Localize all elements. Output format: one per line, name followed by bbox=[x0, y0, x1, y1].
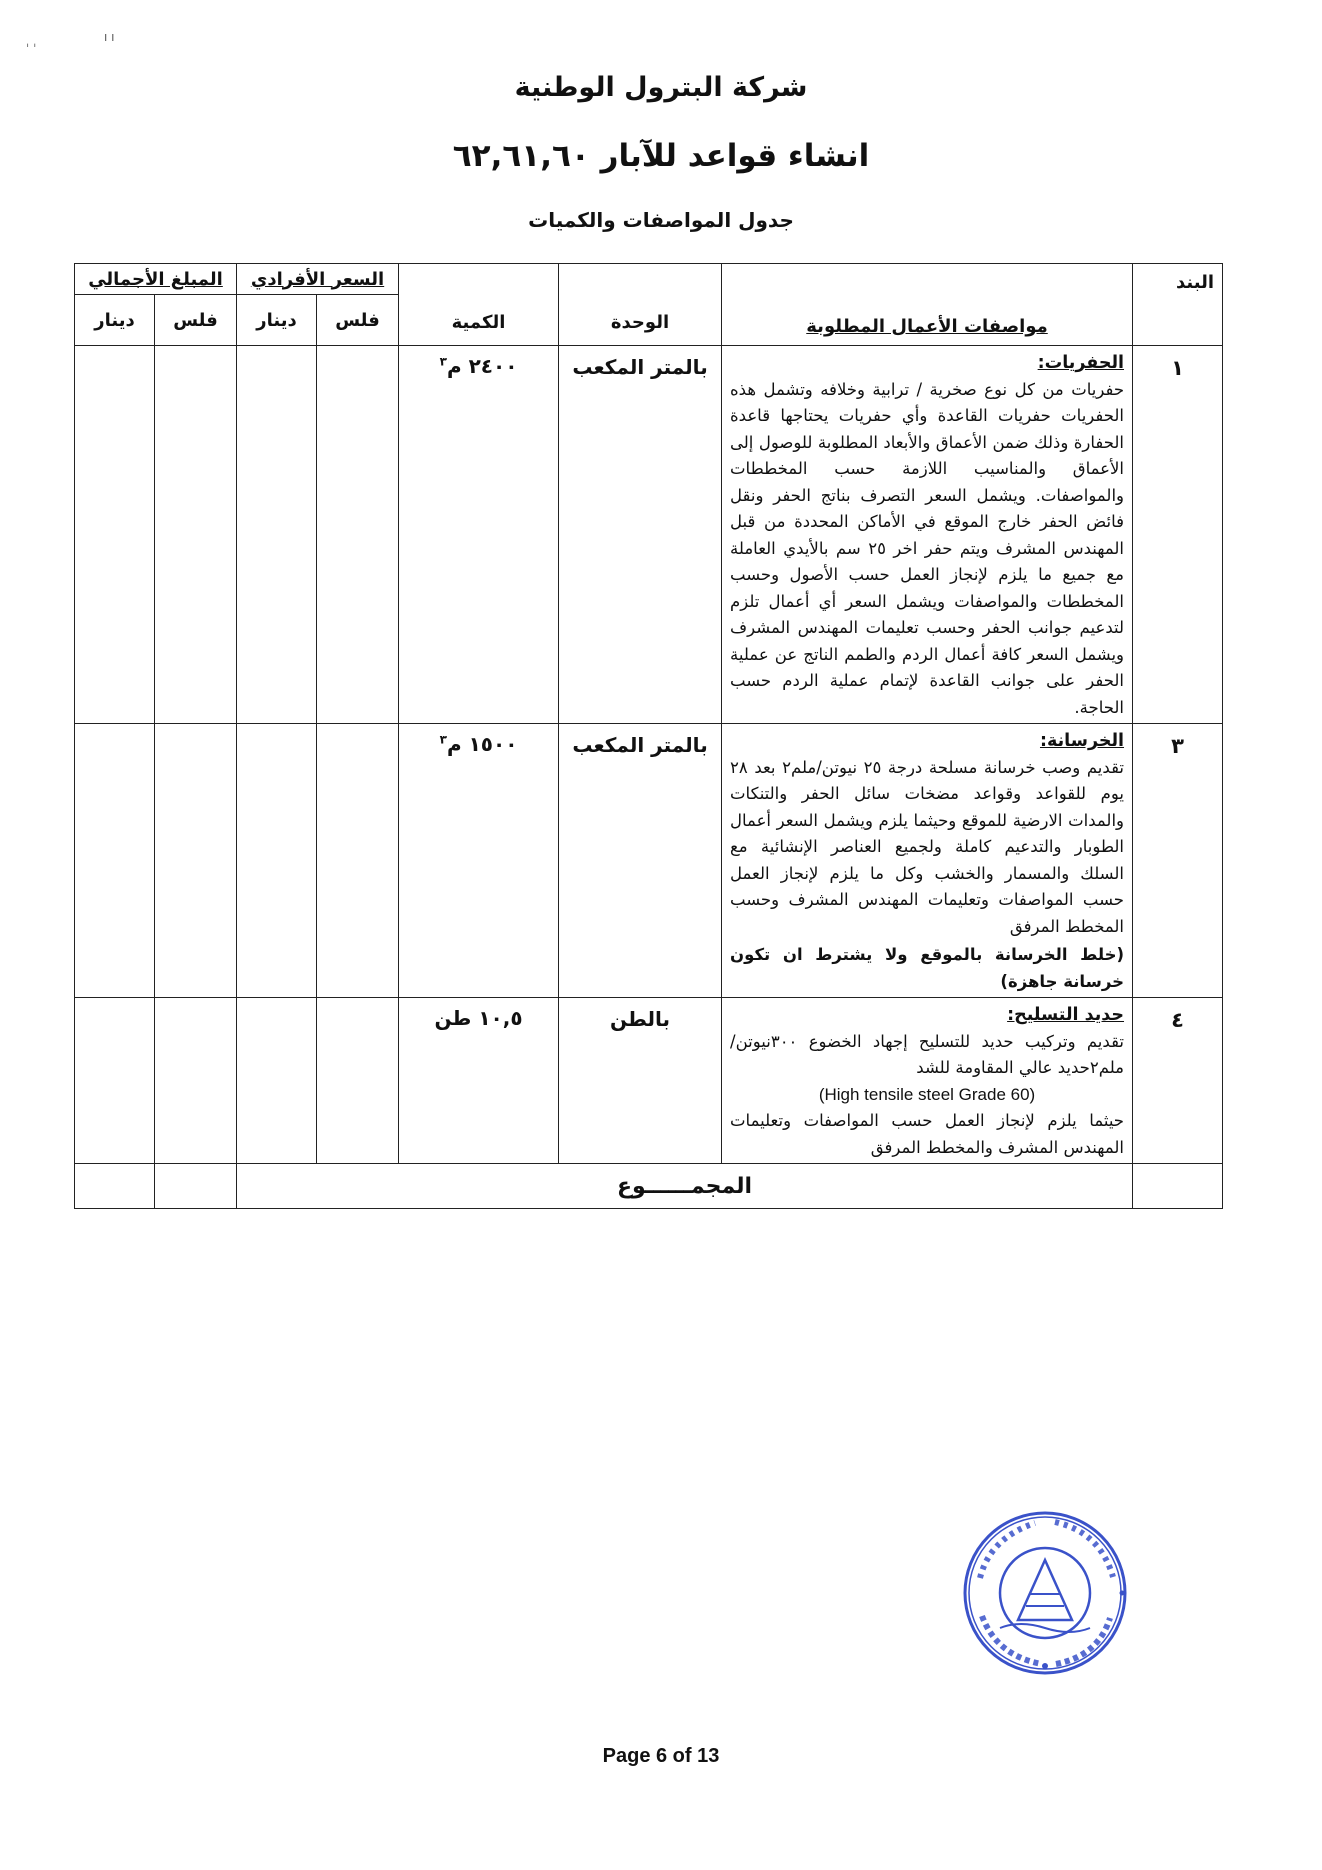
company-name: شركة البترول الوطنية bbox=[514, 72, 808, 103]
header-total-amount: المبلغ الأجمالي bbox=[75, 264, 237, 295]
header-unit-price-dinar: دينار bbox=[237, 295, 317, 346]
boq-table bbox=[74, 263, 1223, 1209]
total-dinar-cell bbox=[75, 998, 155, 1164]
item-description bbox=[722, 346, 1133, 724]
item-unit: بالطن bbox=[559, 998, 722, 1164]
grand-total-fils bbox=[155, 1164, 237, 1209]
item-unit: بالمتر المكعب bbox=[559, 724, 722, 998]
table-row bbox=[75, 346, 1223, 724]
item-title: الحفريات: bbox=[1037, 353, 1125, 373]
header-description: مواصفات الأعمال المطلوبة bbox=[722, 264, 1133, 346]
item-number: ٤ bbox=[1133, 998, 1223, 1164]
company-seal-icon bbox=[960, 1508, 1130, 1678]
item-quantity bbox=[399, 724, 559, 998]
price-dinar-cell bbox=[237, 998, 317, 1164]
item-number: ٣ bbox=[1133, 724, 1223, 998]
item-title: حديد التسليح: bbox=[1007, 1005, 1125, 1025]
table-row bbox=[75, 724, 1223, 998]
header-row-1 bbox=[75, 264, 1223, 295]
price-fils-cell bbox=[317, 346, 399, 724]
item-quantity: ١٠,٥ طن bbox=[399, 998, 559, 1164]
item-body: تقديم وصب خرسانة مسلحة درجة ٢٥ نيوتن/ملم٢ بعد ٢٨ يوم للقواعد وقواعد مضخات سائل الحفر والتنكات والمدات الارضية للموقع وحيثما يلزم ويشمل السعر أعمال الطوبار والتدعيم كاملة ولجميع العناصر الإنشائية مع السلك والمسمار والخشب وكل ما يلزم لإنجاز العمل حسب المواصفات وتعليمات المهندس المشرف وحسب المخطط المرفق bbox=[730, 757, 1125, 936]
header-total-dinar: دينار bbox=[75, 295, 155, 346]
price-fils-cell bbox=[317, 998, 399, 1164]
header-unit-price: السعر الأفرادي bbox=[237, 264, 399, 295]
total-item-cell bbox=[1133, 1164, 1223, 1209]
table-row bbox=[75, 998, 1223, 1164]
item-english-spec: (High tensile steel Grade 60) bbox=[818, 1084, 1036, 1104]
quantity-superscript: ٣ bbox=[439, 732, 447, 747]
scan-speck: ı ı bbox=[104, 30, 115, 44]
total-dinar-cell bbox=[75, 724, 155, 998]
item-body-continued: حيثما يلزم لإنجاز العمل حسب المواصفات وتعليمات المهندس المشرف والمخطط المرفق bbox=[730, 1111, 1125, 1157]
item-quantity bbox=[399, 346, 559, 724]
header-total-fils: فلس bbox=[155, 295, 237, 346]
item-body: تقديم وتركيب حديد للتسليح إجهاد الخضوع ٣٠٠نيوتن/ملم٢حديد عالي المقاومة للشد bbox=[730, 1031, 1125, 1077]
header-quantity: الكمية bbox=[399, 264, 559, 346]
item-description bbox=[722, 998, 1133, 1164]
item-note: (خلط الخرسانة بالموقع ولا يشترط ان تكون خرسانة جاهزة) bbox=[730, 945, 1125, 991]
header-item: البند bbox=[1133, 264, 1223, 346]
item-body: حفريات من كل نوع صخرية / ترابية وخلافه وتشمل هذه الحفريات حفريات القاعدة وأي حفريات يحتاجها قاعدة الحفارة وذلك ضمن الأعماق والأبعاد المطلوبة للوصول إلى الأعماق والمناسيب اللازمة حسب المخططات والمواصفات. ويشمل السعر التصرف بناتج الحفر ونقل فائض الحفر خارج الموقع في الأماكن المحددة من قبل المهندس المشرف ويتم حفر اخر ٢٥ سم بالأيدي العاملة مع جميع ما يلزم لإنجاز العمل حسب الأصول وحسب المخططات والمواصفات ويشمل السعر أي أعمال تلزم لتدعيم جوانب الحفر وحسب تعليمات المهندس المشرف ويشمل السعر كافة أعمال الردم والطمم الناتج عن عملية الحفر على جوانب القاعدة لإتمام عملية الردم حسب الحاجة. bbox=[730, 379, 1125, 717]
quantity-value: ١٥٠٠ م bbox=[446, 732, 518, 756]
item-title: الخرسانة: bbox=[1039, 731, 1125, 751]
item-unit: بالمتر المكعب bbox=[559, 346, 722, 724]
total-fils-cell bbox=[155, 346, 237, 724]
scan-speck: ˌ ˌ bbox=[26, 34, 37, 48]
price-dinar-cell bbox=[237, 724, 317, 998]
page-number: Page 6 of 13 bbox=[602, 1745, 720, 1767]
grand-total-dinar bbox=[75, 1164, 155, 1209]
item-number: ١ bbox=[1133, 346, 1223, 724]
total-label: المجمــــــوع bbox=[237, 1164, 1133, 1209]
header-unit: الوحدة bbox=[559, 264, 722, 346]
total-row bbox=[75, 1164, 1223, 1209]
project-title: انشاء قواعد للآبار ٦٢,٦١,٦٠ bbox=[452, 138, 870, 174]
total-fils-cell bbox=[155, 998, 237, 1164]
item-description bbox=[722, 724, 1133, 998]
document-subtitle: جدول المواصفات والكميات bbox=[528, 208, 794, 232]
quantity-superscript: ٣ bbox=[439, 354, 447, 369]
total-dinar-cell bbox=[75, 346, 155, 724]
price-fils-cell bbox=[317, 724, 399, 998]
quantity-value: ٢٤٠٠ م bbox=[446, 354, 518, 378]
price-dinar-cell bbox=[237, 346, 317, 724]
total-fils-cell bbox=[155, 724, 237, 998]
header-unit-price-fils: فلس bbox=[317, 295, 399, 346]
